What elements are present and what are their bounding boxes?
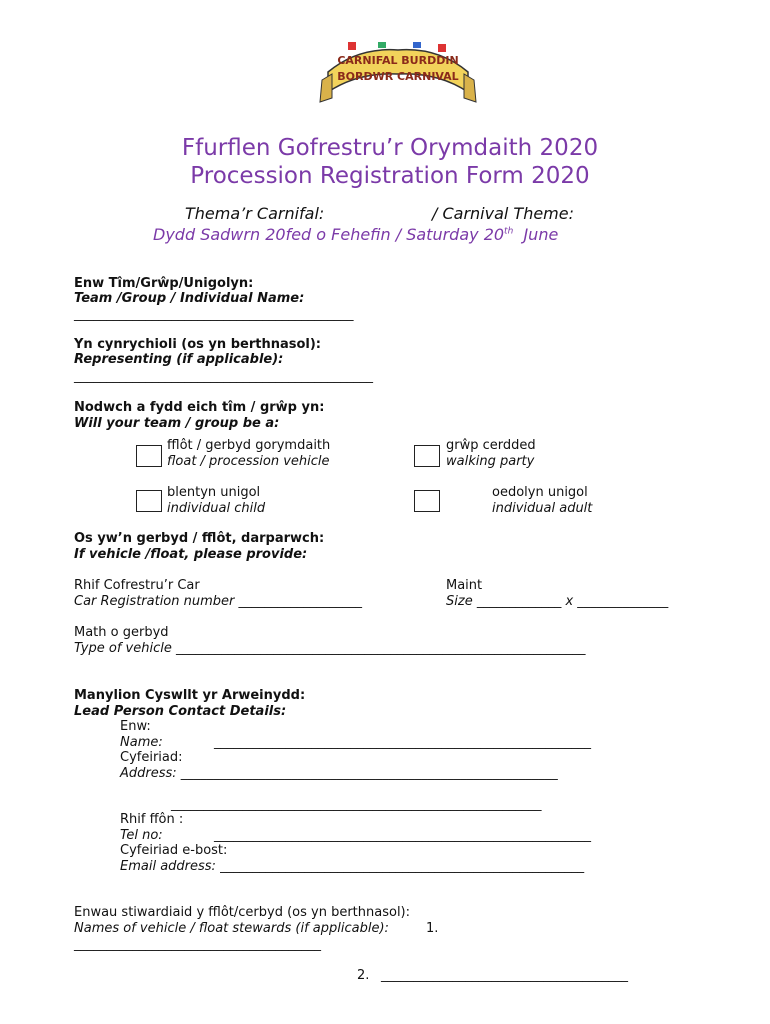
child-option-english: individual child <box>167 501 266 516</box>
name-label-english: Name: <box>120 735 163 750</box>
representing-label-welsh: Yn cynrychioli (os yn berthnasol): <box>74 337 321 352</box>
representing-line[interactable]: ______________________________________________ <box>74 369 373 384</box>
car-reg-label-welsh: Rhif Cofrestru’r Car <box>74 578 200 593</box>
car-reg-field[interactable]: Car Registration number ___________________ <box>74 594 362 609</box>
contact-label-english: Lead Person Contact Details: <box>74 704 287 719</box>
address-field-line2[interactable]: _________________________________________________________ <box>171 797 542 812</box>
steward-1-number: 1. <box>426 921 439 936</box>
walking-option-welsh: grŵp cerdded <box>446 438 536 453</box>
vehicle-type-field[interactable]: Type of vehicle _______________________________________________________________ <box>74 641 586 656</box>
name-label-welsh: Enw: <box>120 719 151 734</box>
float-checkbox[interactable] <box>136 445 162 467</box>
address-field[interactable]: Address: __________________________________________________________ <box>120 766 558 781</box>
title-english: Procession Registration Form 2020 <box>190 163 590 189</box>
individual-child-checkbox[interactable] <box>136 490 162 512</box>
team-name-line[interactable]: ___________________________________________ <box>74 307 354 322</box>
vehicle-type-label-welsh: Math o gerbyd <box>74 625 169 640</box>
stewards-label-welsh: Enwau stiwardiaid y fflôt/cerbyd (os yn berthnasol): <box>74 905 411 920</box>
group-type-label-english: Will your team / group be a: <box>74 416 280 431</box>
child-option-welsh: blentyn unigol <box>167 485 261 500</box>
theme-label-welsh: Thema’r Carnifal: <box>185 204 325 223</box>
email-field[interactable]: Email address: ________________________________________________________ <box>120 859 585 874</box>
float-option-welsh: fflôt / gerbyd gorymdaith <box>167 438 331 453</box>
steward-1-field[interactable]: ______________________________________ <box>74 937 321 952</box>
svg-text:CARNIFAL BURDDIN: CARNIFAL BURDDIN <box>337 54 459 67</box>
walking-party-checkbox[interactable] <box>414 445 440 467</box>
theme-label-english: / Carnival Theme: <box>432 204 574 223</box>
adult-option-welsh: oedolyn unigol <box>492 485 588 500</box>
tel-label-welsh: Rhif ffôn : <box>120 812 184 827</box>
title-welsh: Ffurflen Gofrestru’r Orymdaith 2020 <box>181 135 599 161</box>
team-name-label-welsh: Enw Tîm/Grŵp/Unigolyn: <box>74 276 254 291</box>
contact-label-welsh: Manylion Cyswllt yr Arweinydd: <box>74 688 306 703</box>
walking-option-english: walking party <box>446 454 535 469</box>
adult-option-english: individual adult <box>492 501 593 516</box>
size-field[interactable]: Size _____________ x ______________ <box>446 594 669 609</box>
stewards-label-english: Names of vehicle / float stewards (if applicable): <box>74 921 389 936</box>
steward-2-field[interactable]: ______________________________________ <box>381 968 628 983</box>
svg-text:BORDWR CARNIVAL: BORDWR CARNIVAL <box>337 70 459 83</box>
steward-2-number: 2. <box>357 968 370 983</box>
tel-label-english: Tel no: <box>120 828 163 843</box>
individual-adult-checkbox[interactable] <box>414 490 440 512</box>
vehicle-label-welsh: Os yw’n gerbyd / fflôt, darparwch: <box>74 531 325 546</box>
team-name-label-english: Team /Group / Individual Name: <box>74 291 305 306</box>
event-date: Dydd Sadwrn 20fed o Fehefin / Saturday 20th June <box>153 225 559 244</box>
representing-label-english: Representing (if applicable): <box>74 352 284 367</box>
vehicle-label-english: If vehicle /float, please provide: <box>74 547 308 562</box>
size-label-welsh: Maint <box>446 578 483 593</box>
name-field[interactable]: __________________________________________________________ <box>214 735 591 750</box>
email-label-welsh: Cyfeiriad e-bost: <box>120 843 228 858</box>
carnival-logo <box>318 42 478 112</box>
address-label-welsh: Cyfeiriad: <box>120 750 183 765</box>
tel-field[interactable]: __________________________________________________________ <box>214 828 591 843</box>
float-option-english: float / procession vehicle <box>167 454 330 469</box>
group-type-label-welsh: Nodwch a fydd eich tîm / grŵp yn: <box>74 400 325 415</box>
